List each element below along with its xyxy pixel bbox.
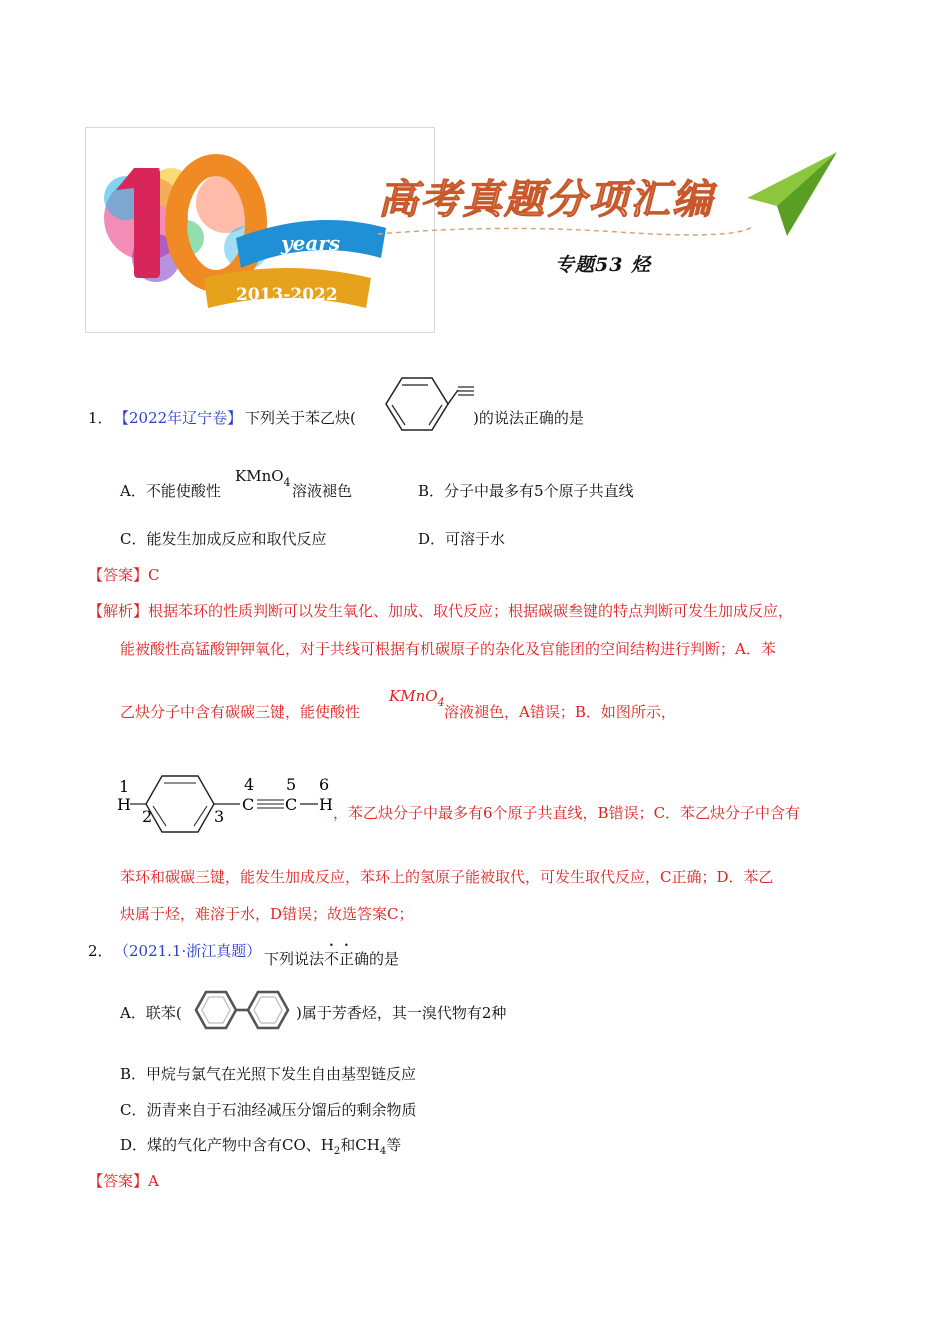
q2-option-a-pre: A．联苯( bbox=[120, 1004, 182, 1022]
phenylacetylene-structure bbox=[372, 372, 478, 436]
q2-source: （2021.1·浙江真题） bbox=[114, 942, 262, 960]
q1-analysis-line5: 苯环和碳碳三键，能发生加成反应，苯环上的氢原子能被取代，可发生取代反应，C正确；D．苯乙 bbox=[120, 868, 774, 886]
struct-label-1: 1 bbox=[119, 777, 130, 796]
q1-answer bbox=[88, 565, 160, 585]
q2-stem: 下列说法不正确的是 bbox=[264, 950, 400, 968]
answer-value: C bbox=[148, 566, 160, 584]
logo-years-text: years bbox=[281, 231, 341, 255]
struct-label-5: 5 bbox=[286, 775, 297, 794]
q1-option-a-pre: A．不能使酸性 bbox=[120, 482, 221, 500]
q1-analysis-line4: ，苯乙炔分子中最多有6个原子共直线，B错误；C．苯乙炔分子中含有 bbox=[333, 804, 801, 822]
banner-dash-line bbox=[378, 222, 758, 242]
q2-option-d: D．煤的气化产物中含有CO、$H_2$和$CH_4$等 bbox=[120, 1136, 402, 1157]
q2-answer bbox=[88, 1171, 159, 1191]
answer-label: 【答案】 bbox=[88, 1172, 149, 1190]
struct-label-4: 4 bbox=[244, 775, 255, 794]
struct-label-h2: H bbox=[319, 795, 333, 814]
struct-label-6: 6 bbox=[319, 775, 330, 794]
answer-value: A bbox=[148, 1172, 159, 1190]
struct-label-c1: C bbox=[242, 795, 255, 814]
struct-label-2: 2 bbox=[142, 807, 153, 826]
q1-analysis-line2: 能被酸性高锰酸钾钾氧化，对于共线可根据有机碳原子的杂化及官能团的空间结构进行判断；A．苯 bbox=[120, 640, 776, 658]
q1-stem-before: 下列关于苯乙炔( bbox=[245, 409, 356, 427]
q1-source: 【2022年辽宁卷】 bbox=[114, 409, 243, 427]
q1-stem-after: )的说法正确的是 bbox=[473, 409, 584, 427]
numbered-structure bbox=[116, 770, 348, 834]
q1-option-a-kmno4: KMnO$_4$ bbox=[235, 467, 291, 489]
biphenyl-structure bbox=[190, 982, 296, 1038]
banner-title: 高考真题分项汇编 bbox=[378, 176, 714, 223]
q1-analysis-line3-pre: 乙炔分子中含有碳碳三键，能使酸性 bbox=[120, 703, 361, 721]
q1-option-d: D．可溶于水 bbox=[418, 530, 506, 548]
q2-number: 2． bbox=[88, 942, 113, 960]
q2-stem-emphasis: 不正 bbox=[324, 950, 355, 968]
q1-analysis-kmno4: KMnO$_4$ bbox=[389, 687, 445, 709]
logo-range-text: 2013-2022 bbox=[236, 285, 338, 305]
banner-subtitle: 专题53 烃 bbox=[555, 254, 652, 276]
analysis-label: 【解析】 bbox=[88, 602, 149, 620]
q2-option-b: B．甲烷与氯气在光照下发生自由基型链反应 bbox=[120, 1065, 417, 1083]
paper-plane-icon bbox=[745, 150, 840, 240]
q1-option-b: B．分子中最多有5个原子共直线 bbox=[418, 482, 634, 500]
q1-option-a-post: 溶液褪色 bbox=[292, 482, 353, 500]
q1-analysis-line3-post: 溶液褪色，A错误；B．如图所示， bbox=[444, 703, 676, 721]
answer-label: 【答案】 bbox=[88, 566, 149, 584]
q1-analysis-line1: 【解析】根据苯环的性质判断可以发生氧化、加成、取代反应；根据碳碳叁键的特点判断可发生加成反应， bbox=[88, 602, 794, 620]
q1-option-c: C．能发生加成反应和取代反应 bbox=[120, 530, 327, 548]
q2-option-c: C．沥青来自于石油经减压分馏后的剩余物质 bbox=[120, 1101, 417, 1119]
q1-analysis-line6: 炔属于烃，难溶于水，D错误；故选答案C； bbox=[120, 905, 414, 923]
q1-number: 1． bbox=[88, 409, 113, 427]
struct-label-3: 3 bbox=[214, 807, 225, 826]
struct-label-h1: H bbox=[117, 795, 131, 814]
struct-label-c2: C bbox=[285, 795, 298, 814]
q2-option-a-post: )属于芳香烃，其一溴代物有2种 bbox=[296, 1004, 507, 1022]
